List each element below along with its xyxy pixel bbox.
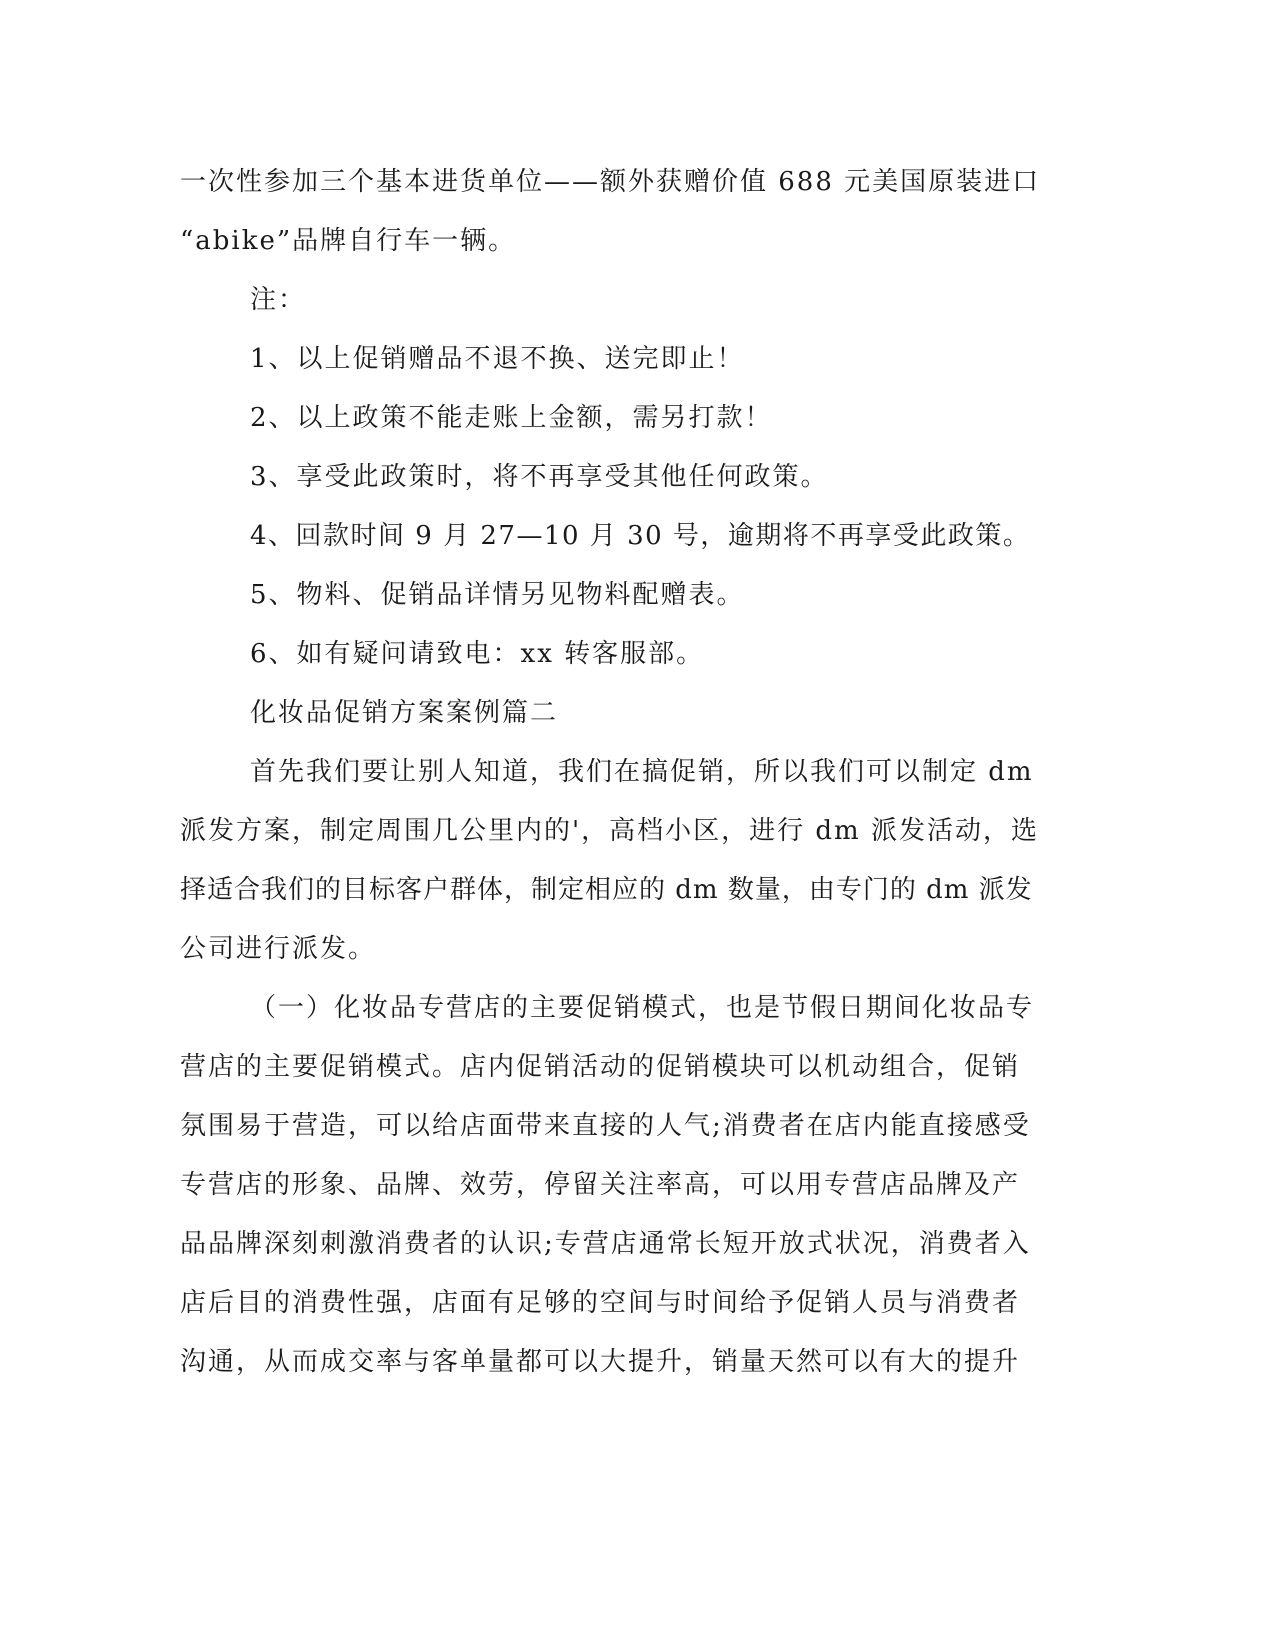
text-line: 氛围易于营造，可以给店面带来直接的人气;消费者在店内能直接感受	[180, 1111, 1031, 1141]
note-heading: 注：	[250, 285, 307, 315]
text-line: “abike”品牌自行车一辆。	[180, 226, 517, 256]
note-item: 3、享受此政策时，将不再享受其他任何政策。	[250, 462, 829, 492]
text-line: 派发方案，制定周围几公里内的'，高档小区，进行 dm 派发活动，选	[180, 816, 1039, 846]
text-line: 营店的主要促销模式。店内促销活动的促销模块可以机动组合，促销	[180, 1052, 1021, 1082]
text-line: 品品牌深刻刺激消费者的认识;专营店通常长短开放式状况，消费者入	[180, 1229, 1031, 1259]
note-item: 2、以上政策不能走账上金额，需另打款！	[250, 403, 773, 433]
text-line: 首先我们要让别人知道，我们在搞促销，所以我们可以制定 dm	[250, 757, 1034, 787]
text-line: 一次性参加三个基本进货单位——额外获赠价值 688 元美国原装进口	[180, 167, 1041, 197]
text-line: （一）化妆品专营店的主要促销模式，也是节假日期间化妆品专	[250, 993, 1035, 1023]
text-line: 公司进行派发。	[180, 934, 377, 964]
note-item: 6、如有疑问请致电：xx 转客服部。	[250, 639, 705, 669]
text-line: 择适合我们的目标客户群体，制定相应的 dm 数量，由专门的 dm 派发	[180, 875, 1033, 905]
text-line: 沟通，从而成交率与客单量都可以大提升，销量天然可以有大的提升	[180, 1347, 1021, 1377]
text-line: 专营店的形象、品牌、效劳，停留关注率高，可以用专营店品牌及产	[180, 1170, 1021, 1200]
section-title: 化妆品促销方案案例篇二	[250, 698, 559, 728]
text-line: 店后目的消费性强，店面有足够的空间与时间给予促销人员与消费者	[180, 1288, 1021, 1318]
note-item: 4、回款时间 9 月 27—10 月 30 号，逾期将不再享受此政策。	[250, 521, 1031, 551]
note-item: 5、物料、促销品详情另见物料配赠表。	[250, 580, 745, 610]
note-item: 1、以上促销赠品不退不换、送完即止！	[250, 344, 745, 374]
